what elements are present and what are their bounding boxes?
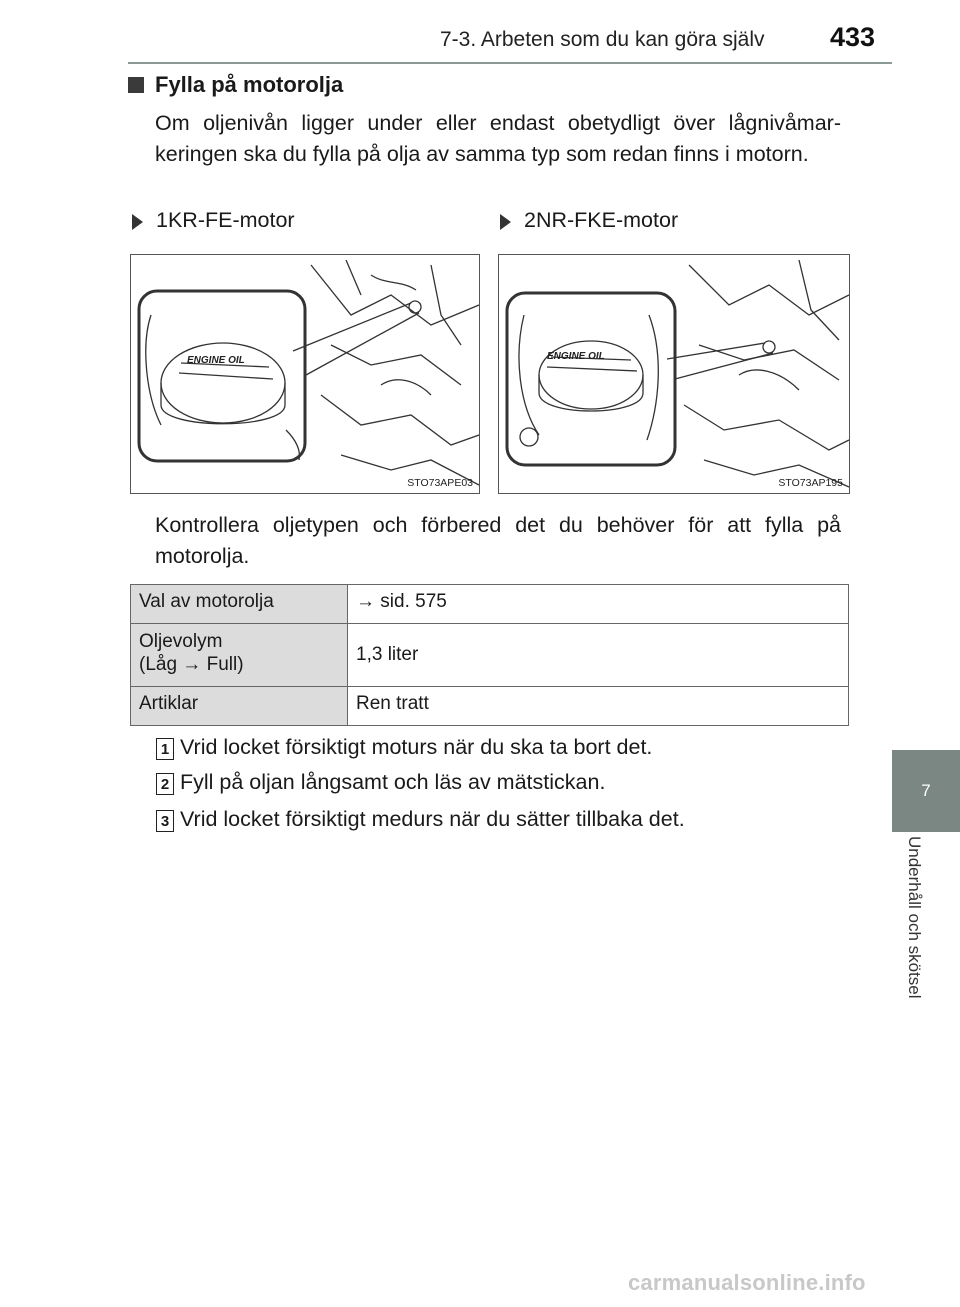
watermark: carmanualsonline.info	[628, 1270, 866, 1295]
step-number-badge: 1	[156, 738, 174, 760]
table-row	[131, 687, 849, 726]
section-bullet-icon	[128, 77, 144, 93]
section-intro: Om oljenivån ligger under eller endast obetydligt över lågnivåmarkeringen ska du fylla på olja av samma typ som redan finns i motorn.	[155, 111, 841, 166]
step-number-badge: 2	[156, 773, 174, 795]
table-value: Ren tratt	[348, 687, 849, 726]
illustration-2nr-fke	[498, 254, 850, 494]
step-text: Fyll på oljan långsamt och läs av mätstickan.	[180, 770, 606, 794]
table-key: Oljevolym (Låg → Full)	[131, 624, 348, 687]
table-row	[131, 585, 849, 624]
header-divider	[128, 62, 892, 64]
cap-text-2: ENGINE OIL	[547, 351, 605, 362]
cap-text-1: ENGINE OIL	[187, 355, 245, 366]
table-key: Val av motorolja	[131, 585, 348, 624]
chapter-number: 7	[921, 781, 931, 800]
table-row	[131, 624, 849, 687]
engine-label-2: 2NR-FKE-motor	[524, 208, 679, 232]
triangle-bullet-icon	[500, 214, 511, 230]
chapter-tab[interactable]	[892, 750, 960, 832]
step-number-badge: 3	[156, 810, 174, 832]
figure-code-2: STO73AP195	[778, 477, 843, 489]
illustration-1kr-fe	[130, 254, 480, 494]
header-section-title: 7-3. Arbeten som du kan göra själv	[440, 28, 765, 51]
oil-info-table	[130, 584, 849, 726]
figure-code-1: STO73APE03	[407, 477, 473, 489]
table-key: Artiklar	[131, 687, 348, 726]
engine-label-1: 1KR-FE-motor	[156, 208, 295, 232]
section-title: Fylla på motorolja	[155, 72, 344, 97]
table-value: 1,3 liter	[348, 624, 849, 687]
step-text: Vrid locket försiktigt medurs när du sätter tillbaka det.	[180, 807, 685, 831]
table-value: → sid. 575	[348, 585, 849, 624]
step-text: Vrid locket försiktigt moturs när du ska ta bort det.	[180, 735, 653, 759]
check-instructions: Kontrollera oljetypen och förbered det du behöver för att fylla på motorolja.	[155, 513, 841, 568]
chapter-title-vertical	[896, 836, 936, 1046]
page-number: 433	[830, 22, 876, 52]
chapter-title: Underhåll och skötsel	[905, 836, 924, 999]
oil-cap-diagram-1	[131, 255, 479, 493]
oil-cap-diagram-2	[499, 255, 849, 493]
triangle-bullet-icon	[132, 214, 143, 230]
